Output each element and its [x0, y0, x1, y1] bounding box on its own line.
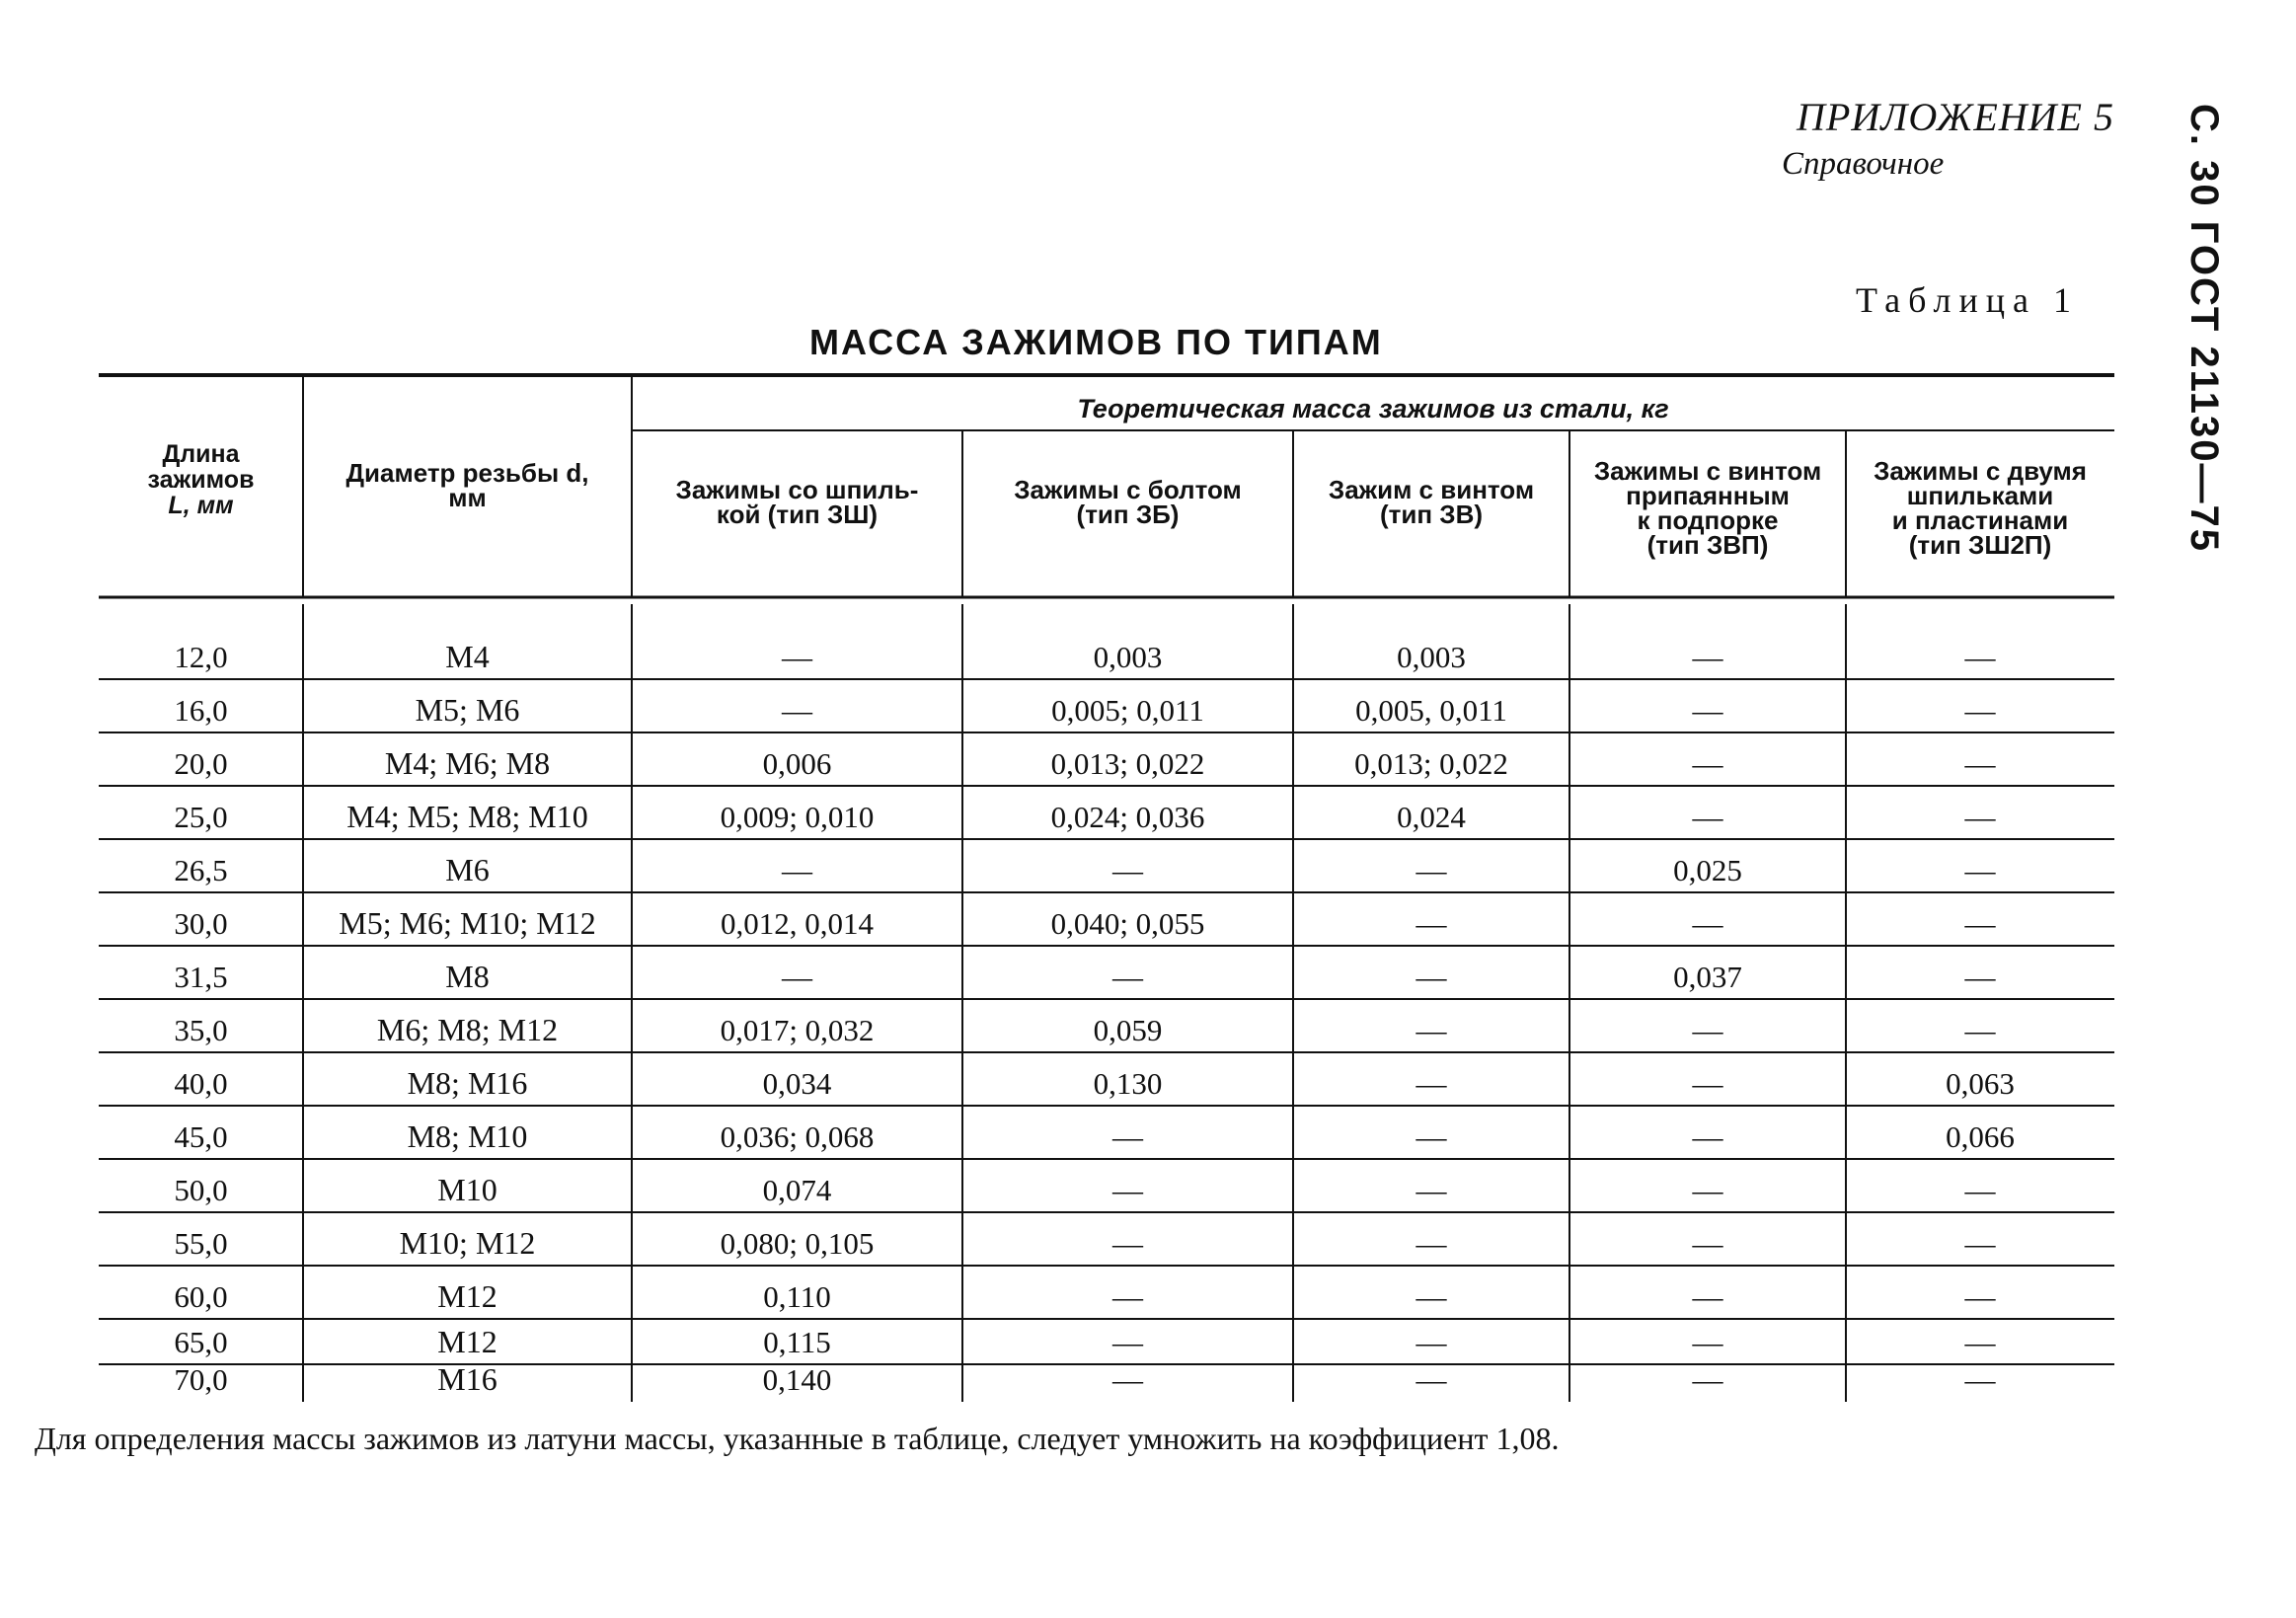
table-cell: 0,034: [762, 1066, 832, 1101]
table-cell: —: [1692, 1226, 1723, 1261]
table-cell: —: [1692, 693, 1723, 728]
table-cell: М5; М6; М10; М12: [339, 905, 596, 941]
table-cell: —: [1416, 1325, 1447, 1359]
table-cell: М4: [445, 639, 490, 674]
column-header-3: кой (тип ЗШ): [716, 500, 879, 529]
table-cell: 0,066: [1946, 1119, 2015, 1154]
table-cell: 40,0: [174, 1066, 228, 1101]
column-header-7: шпильками: [1906, 481, 2054, 510]
table-cell: 16,0: [174, 693, 228, 728]
table-cell: —: [1964, 960, 1996, 994]
appendix-heading: ПРИЛОЖЕНИЕ 5: [1797, 95, 2114, 139]
table-cell: —: [1964, 1325, 1996, 1359]
table-cell: М6; М8; М12: [376, 1012, 559, 1047]
table-cell: 65,0: [174, 1325, 228, 1359]
table-cell: —: [1692, 640, 1723, 674]
column-header-6: припаянным: [1626, 481, 1790, 510]
table-cell: 0,005, 0,011: [1355, 693, 1507, 728]
table-cell: 0,040; 0,055: [1050, 906, 1205, 941]
table-cell: М8; М16: [407, 1065, 528, 1101]
table-cell: —: [1112, 1279, 1143, 1314]
table-cell: —: [782, 853, 812, 887]
table-cell: М5; М6: [415, 692, 520, 728]
table-cell: 0,110: [763, 1279, 831, 1314]
table-cell: 0,063: [1946, 1066, 2015, 1101]
table-cell: 35,0: [174, 1013, 228, 1047]
table-cell: 60,0: [174, 1279, 228, 1314]
table-cell: 0,006: [762, 746, 832, 781]
table-cell: —: [1416, 1119, 1447, 1154]
table-cell: —: [1416, 906, 1447, 941]
table-cell: —: [782, 693, 812, 728]
table-cell: М10; М12: [399, 1225, 536, 1261]
column-header-4: (тип ЗБ): [1076, 500, 1180, 529]
table-cell: М10: [437, 1172, 497, 1207]
table-cell: —: [1692, 1013, 1723, 1047]
table-cell: —: [1692, 1066, 1723, 1101]
table-cell: —: [1112, 960, 1143, 994]
column-header-6: к подпорке: [1637, 505, 1779, 535]
table-title: МАССА ЗАЖИМОВ ПО ТИПАМ: [809, 322, 1383, 362]
table-cell: —: [1112, 1362, 1143, 1397]
table-cell: 0,140: [762, 1362, 832, 1397]
table-cell: —: [1964, 1362, 1996, 1397]
table-cell: 0,130: [1093, 1066, 1163, 1101]
footnote: Для определения массы зажимов из латуни массы, указанные в таблице, следует умножить на коэффициент 1,08.: [35, 1421, 1560, 1456]
table-cell: 0,013; 0,022: [1050, 746, 1205, 781]
table-cell: М12: [437, 1324, 497, 1359]
table-cell: —: [1692, 1325, 1723, 1359]
table-cell: —: [1964, 853, 1996, 887]
table-cell: —: [1416, 853, 1447, 887]
table-cell: —: [1416, 1226, 1447, 1261]
table-cell: —: [1416, 1173, 1447, 1207]
table-cell: М8: [445, 959, 490, 994]
table-cell: М8; М10: [407, 1118, 528, 1154]
column-header-6: Зажимы с винтом: [1593, 456, 1822, 486]
table-cell: 0,037: [1673, 960, 1742, 994]
table-cell: —: [1692, 906, 1723, 941]
table-cell: —: [1964, 746, 1996, 781]
table-cell: —: [1416, 1362, 1447, 1397]
table-cell: 55,0: [174, 1226, 228, 1261]
table-cell: 12,0: [174, 640, 228, 674]
table-cell: —: [1692, 1173, 1723, 1207]
table-cell: —: [782, 960, 812, 994]
table-cell: —: [1416, 1013, 1447, 1047]
appendix-note: Справочное: [1782, 146, 1945, 182]
table-cell: —: [1964, 1279, 1996, 1314]
running-header: С. 30 ГОСТ 21130—75: [2182, 104, 2226, 553]
column-header-7: (тип ЗШ2П): [1908, 530, 2052, 560]
table-cell: 30,0: [174, 906, 228, 941]
table-cell: 0,009; 0,010: [720, 800, 875, 834]
column-header-7: Зажимы с двумя: [1874, 456, 2087, 486]
table-cell: 31,5: [174, 960, 228, 994]
table-cell: 26,5: [174, 853, 228, 887]
table-cell: —: [1692, 1279, 1723, 1314]
table-cell: 70,0: [174, 1362, 228, 1397]
table-cell: 20,0: [174, 746, 228, 781]
table-cell: —: [1112, 1119, 1143, 1154]
table-label: Таблица 1: [1856, 280, 2079, 320]
table-cell: 0,080; 0,105: [720, 1226, 875, 1261]
table-cell: 0,024; 0,036: [1050, 800, 1205, 834]
table-cell: —: [1964, 640, 1996, 674]
table-cell: 50,0: [174, 1173, 228, 1207]
table-cell: —: [1964, 1226, 1996, 1261]
table-cell: М4; М5; М8; М10: [346, 799, 588, 834]
column-header-1: зажимов: [147, 466, 255, 494]
table-cell: —: [1964, 1173, 1996, 1207]
table-cell: М4; М6; М8: [384, 745, 551, 781]
table-cell: —: [1692, 800, 1723, 834]
column-header-3: Зажимы со шпиль-: [675, 475, 919, 504]
table-cell: —: [1964, 1013, 1996, 1047]
table-cell: М16: [437, 1361, 497, 1397]
table-cell: —: [1692, 1119, 1723, 1154]
table-cell: —: [1692, 746, 1723, 781]
table-cell: 25,0: [174, 800, 228, 834]
table-cell: 0,013; 0,022: [1354, 746, 1508, 781]
table-cell: 0,024: [1397, 800, 1466, 834]
table-cell: —: [1964, 906, 1996, 941]
table-cell: —: [1692, 1362, 1723, 1397]
table-cell: —: [1964, 800, 1996, 834]
table-cell: М6: [445, 852, 490, 887]
table-cell: 0,059: [1093, 1013, 1163, 1047]
column-header-2: Диаметр резьбы d,: [345, 458, 589, 488]
table-cell: 0,012, 0,014: [721, 906, 874, 941]
table-cell: 0,003: [1093, 640, 1163, 674]
table-cell: 0,036; 0,068: [720, 1119, 875, 1154]
table-cell: 0,025: [1673, 853, 1742, 887]
group-header: Теоретическая масса зажимов из стали, кг: [1077, 394, 1669, 424]
table-cell: —: [1416, 1066, 1447, 1101]
table-cell: —: [1112, 1173, 1143, 1207]
table-cell: 0,074: [762, 1173, 832, 1207]
table-cell: —: [1112, 1325, 1143, 1359]
column-header-1: Длина: [162, 440, 240, 468]
table-cell: 0,017; 0,032: [720, 1013, 875, 1047]
table-cell: —: [1112, 853, 1143, 887]
table-cell: 0,003: [1397, 640, 1466, 674]
table-cell: 0,115: [763, 1325, 831, 1359]
column-header-2: мм: [448, 483, 487, 512]
column-header-7: и пластинами: [1891, 505, 2069, 535]
column-header-5: (тип ЗВ): [1379, 500, 1484, 529]
table-cell: 0,005; 0,011: [1051, 693, 1204, 728]
column-header-1: L, мм: [168, 492, 234, 519]
table-cell: М12: [437, 1278, 497, 1314]
table-cell: —: [782, 640, 812, 674]
table-cell: —: [1416, 960, 1447, 994]
column-header-5: Зажим с винтом: [1328, 475, 1535, 504]
column-header-6: (тип ЗВП): [1646, 530, 1769, 560]
table-cell: —: [1416, 1279, 1447, 1314]
column-header-4: Зажимы с болтом: [1014, 475, 1242, 504]
table-cell: —: [1964, 693, 1996, 728]
table-cell: 45,0: [174, 1119, 228, 1154]
table-cell: —: [1112, 1226, 1143, 1261]
